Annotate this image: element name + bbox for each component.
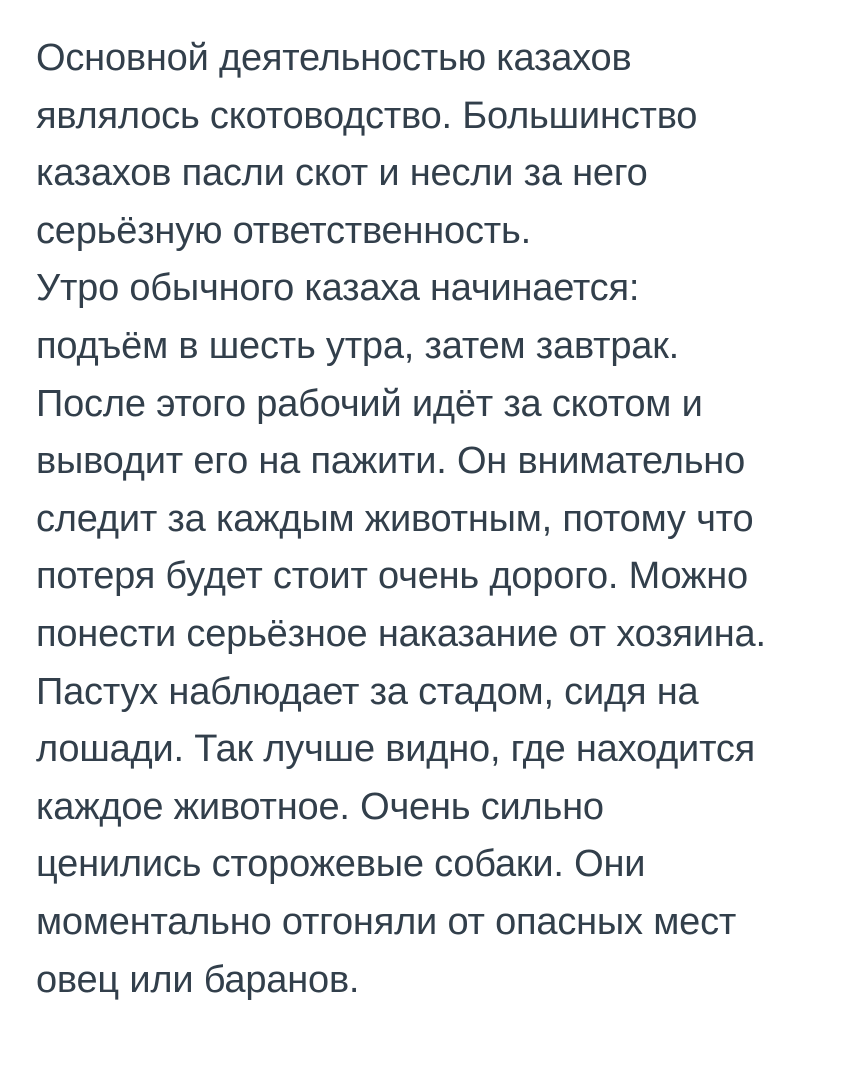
text-line: После этого рабочий идёт за скотом и: [36, 382, 703, 425]
text-line: ценились сторожевые собаки. Они: [36, 843, 646, 886]
text-line: подъём в шесть утра, затем завтрак.: [36, 324, 679, 367]
answer-text-block: [36, 30, 846, 1009]
text-line: потеря будет стоит очень дорого. Можно: [36, 555, 748, 598]
text-line: овец или баранов.: [36, 958, 360, 1001]
text-line: казахов пасли скот и несли за него: [36, 152, 648, 195]
text-line: лошади. Так лучше видно, где находится: [36, 728, 756, 771]
text-line: Утро обычного казаха начинается:: [36, 267, 640, 310]
text-line: каждое животное. Очень сильно: [36, 785, 604, 828]
text-line: Основной деятельностью казахов: [36, 37, 632, 79]
text-line: Пастух наблюдает за стадом, сидя на: [36, 670, 699, 713]
text-line: моментально отгоняли от опасных мест: [36, 900, 737, 943]
text-line: понести серьёзное наказание от хозяина.: [36, 612, 766, 655]
text-line: серьёзную ответственность.: [36, 209, 531, 252]
text-line: выводит его на пажити. Он внимательно: [36, 440, 746, 483]
text-line: являлось скотоводство. Большинство: [36, 94, 698, 137]
text-line: следит за каждым животным, потому что: [36, 497, 754, 540]
